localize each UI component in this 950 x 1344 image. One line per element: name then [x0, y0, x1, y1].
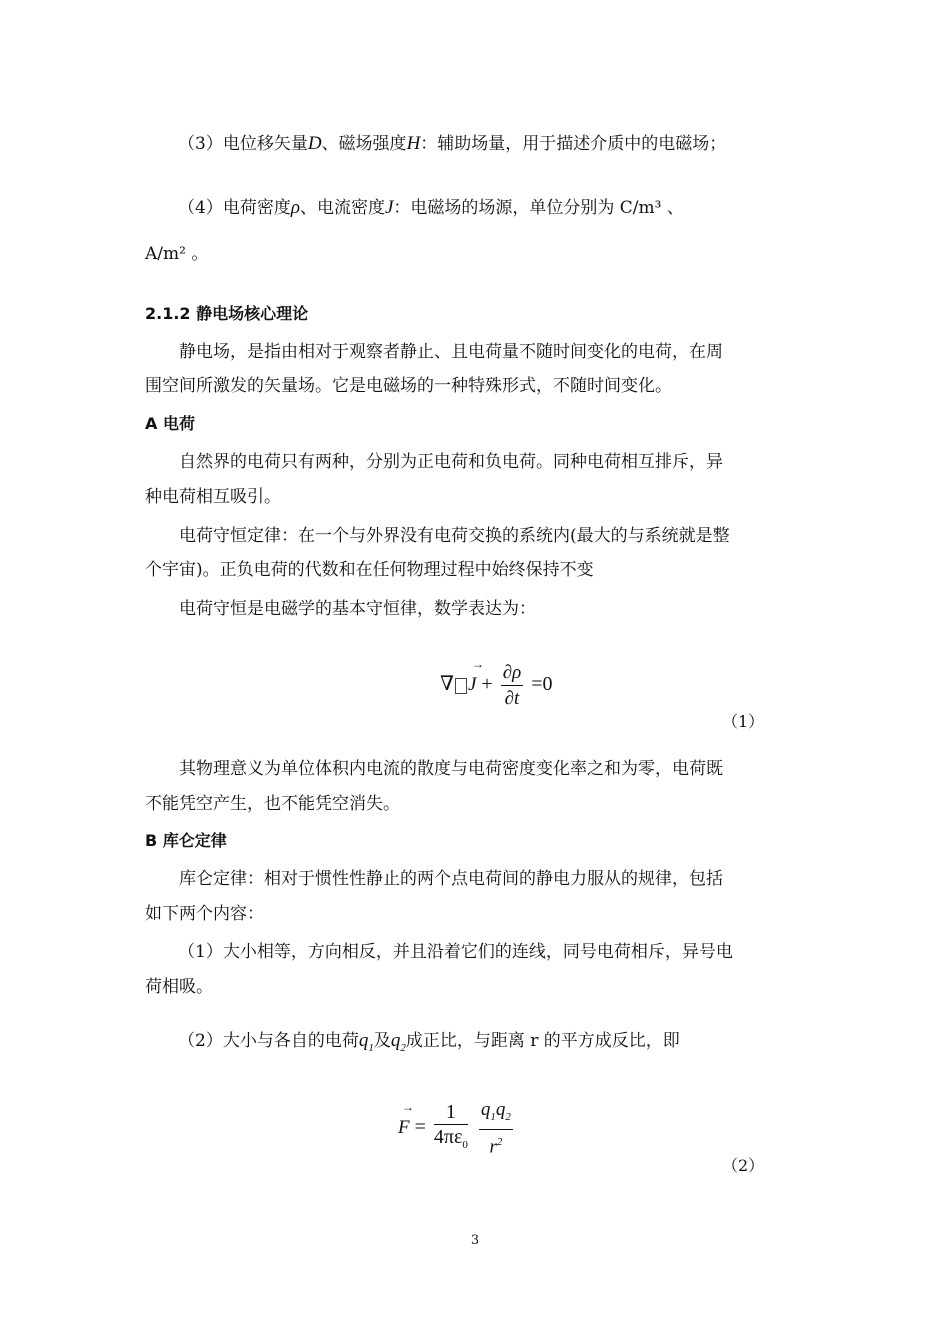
suba-p4-line-1: 其物理意义为单位体积内电流的散度与电荷密度变化率之和为零，电荷既	[179, 759, 723, 779]
subb-p1-line-2: 如下两个内容：	[145, 904, 264, 924]
fraction-coulomb-constant: $\frac{1}{4\pi\varepsilon_0}$	[433, 1101, 468, 1152]
equation-2: → F = $\frac{1}{4\pi\varepsilon_0}$ $\frac{q_1q_2}{r^2}$	[398, 1099, 511, 1158]
subb-p1-line-1: 库仑定律：相对于惯性性静止的两个点电荷间的静电力服从的规律，包括	[179, 869, 723, 889]
section-intro-line-2: 围空间所激发的矢量场。它是电磁场的一种特殊形式，不随时间变化。	[145, 376, 672, 396]
subb-item2-line: （2）大小与各自的电荷$q_1$及$q_2$成正比，与距离 r 的平方成反比，即	[178, 1030, 680, 1054]
math-F-vector: F	[398, 1117, 410, 1139]
subheading-a: A 电荷	[145, 414, 195, 433]
page-number: 3	[470, 1233, 480, 1248]
suba-p3: 电荷守恒是电磁学的基本守恒律，数学表达为：	[179, 599, 536, 619]
section-intro-line-1: 静电场，是指由相对于观察者静止、且电荷量不随时间变化的电荷，在周	[179, 342, 723, 362]
fraction-q1q2-r2: $\frac{q_1q_2}{r^2}$	[480, 1099, 511, 1158]
item-4-line: （4）电荷密度ρ、电流密度J：电磁场的场源，单位分别为 C/m³ 、	[178, 197, 684, 218]
math-q1: $q_1$	[358, 1030, 374, 1054]
math-J-vector: J	[467, 674, 477, 696]
subb-item1-line-2: 荷相吸。	[145, 977, 213, 997]
nabla-symbol: ∇	[440, 673, 454, 696]
math-H: H	[406, 133, 421, 154]
item-4-line-2: A/m² 。	[145, 244, 209, 264]
suba-p1-line-2: 种电荷相互吸引。	[145, 487, 281, 507]
fraction-drho-dt: $\frac{\partial\rho}{\partial t}$	[502, 662, 522, 709]
equation-2-number: （2）	[722, 1156, 765, 1175]
equation-1-number: （1）	[722, 712, 765, 731]
suba-p1-line-1: 自然界的电荷只有两种，分别为正电荷和负电荷。同种电荷相互排斥，异	[179, 452, 723, 472]
suba-p2-line-1: 电荷守恒定律：在一个与外界没有电荷交换的系统内(最大的与系统就是整	[179, 526, 730, 546]
section-heading: 2.1.2 静电场核心理论	[145, 304, 309, 323]
item-3-line: （3）电位移矢量D、磁场强度H：辅助场量，用于描述介质中的电磁场；	[178, 133, 727, 154]
math-rho: ρ	[290, 197, 300, 218]
math-D: D	[307, 133, 322, 154]
math-J: J	[384, 197, 394, 218]
suba-p2-line-2: 个宇宙)。正负电荷的代数和在任何物理过程中始终保持不变	[145, 560, 594, 580]
math-q2: $q_2$	[390, 1030, 406, 1054]
suba-p4-line-2: 不能凭空产生，也不能凭空消失。	[145, 794, 400, 814]
subheading-b: B 库仑定律	[145, 831, 227, 850]
subb-item1-line-1: （1）大小相等，方向相反，并且沿着它们的连线，同号电荷相斥，异号电	[178, 942, 733, 962]
equation-1: ∇ → J + $\frac{\partial\rho}{\partial t}$ =0	[440, 657, 553, 709]
